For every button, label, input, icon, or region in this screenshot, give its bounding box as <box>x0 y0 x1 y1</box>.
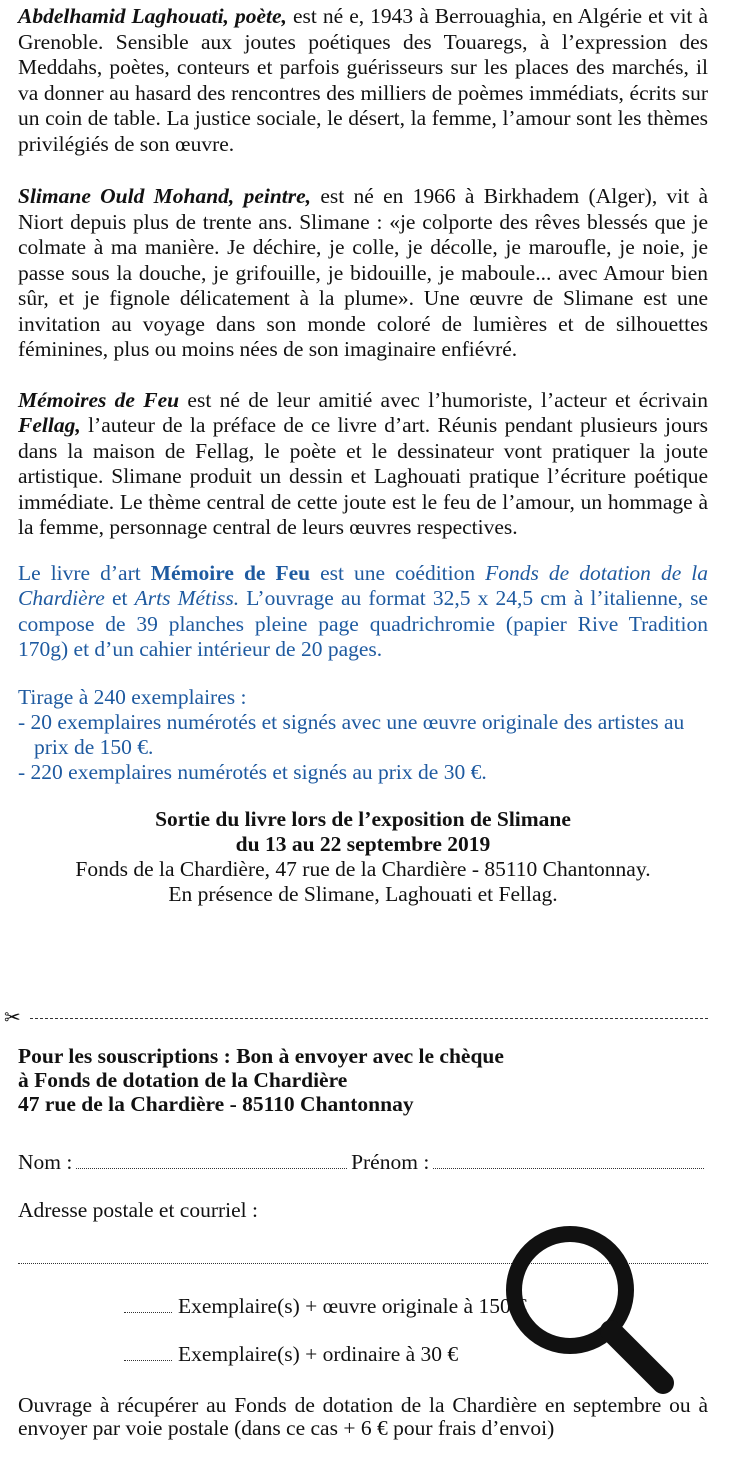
prenom-label: Prénom : <box>351 1150 430 1174</box>
publisher-arts-metiss: Arts Métiss. <box>134 586 240 610</box>
order-standard-label: Exemplaire(s) + ordinaire à 30 € <box>178 1342 459 1366</box>
form-heading-3: 47 rue de la Chardière - 85110 Chantonnay <box>18 1092 414 1116</box>
edition-text-1: Le livre d’art <box>18 560 151 585</box>
origin-text-1: est né de leur amitié avec l’humoriste, l’acteur et écrivain <box>179 387 708 412</box>
delivery-note: Ouvrage à récupérer au Fonds de dotation de la Chardière en septembre ou à envoyer par voie postale (dans ce cas + 6 € pour frais d’envoi) <box>18 1393 708 1440</box>
scissors-icon: ✂ <box>4 1005 21 1029</box>
origin-text-2: l’auteur de la préface de ce livre d’art. Réunis pendant plusieurs jours dans la maison de Fellag, le poète et le dessinateur vont pratiquer la joute artistique. Slimane produit un dessin et Laghouati pratique l’écriture poétique immédiate. Le thème central de cette joute est le feu de l’amour, un hommage à la femme, personnage central de leurs œuvres respectives. <box>18 413 708 539</box>
form-heading-1: Pour les souscriptions : Bon à envoyer avec le chèque <box>18 1044 504 1068</box>
release-info <box>18 807 708 907</box>
book-title: Mémoires de Feu <box>18 387 180 412</box>
print-run <box>18 685 708 785</box>
document-body <box>18 4 708 907</box>
cut-line <box>0 1005 738 1030</box>
quantity-original-field[interactable] <box>124 1302 172 1313</box>
bio-laghouati <box>18 4 708 157</box>
edition-text-3: et <box>104 586 135 610</box>
edition-text-4: L’ouvrage au format 32,5 x 24,5 cm à l’italienne, se compose de 39 planches pleine page quadrichromie (papier Rive Tradition 170g) et d’un cahier intérieur de 20 pages. <box>18 586 708 661</box>
edition-text-2: est une coédition <box>310 560 486 585</box>
fellag-name: Fellag, <box>18 413 81 437</box>
edition-details <box>18 561 708 663</box>
edition-book-title: Mémoire de Feu <box>150 560 311 585</box>
release-guests: En présence de Slimane, Laghouati et Fellag. <box>168 881 558 906</box>
release-title: Sortie du livre lors de l’exposition de Slimane <box>155 806 571 831</box>
painter-name: Slimane Ould Mohand, peintre, <box>18 184 312 208</box>
release-venue: Fonds de la Chardière, 47 rue de la Chardière - 85110 Chantonnay. <box>75 856 651 881</box>
quantity-standard-field[interactable] <box>124 1350 172 1361</box>
print-run-item-standard: - 220 exemplaires numérotés et signés au prix de 30 €. <box>18 759 487 784</box>
poet-bio-text: est né e, 1943 à Berrouaghia, en Algérie et vit à Grenoble. Sensible aux joutes poétiques des Touaregs, à l’expression des Meddahs, poètes, conteurs et parfois guérisseurs sur les places des marchés, il va donner au hasard des rencontres des milliers de poèmes immédiats, écrits sur un coin de table. La justice sociale, le désert, la femme, l’amour sont les thèmes privilégiés de son œuvre. <box>18 4 708 156</box>
nom-field[interactable] <box>76 1154 347 1169</box>
prenom-field[interactable] <box>433 1154 704 1169</box>
print-run-heading: Tirage à 240 exemplaires : <box>18 684 247 709</box>
release-dates: du 13 au 22 septembre 2019 <box>235 831 491 856</box>
nom-label: Nom : <box>18 1150 73 1174</box>
dashed-line <box>30 1018 708 1019</box>
painter-bio-text: est né en 1966 à Birkhadem (Alger), vit à Niort depuis plus de trente ans. Slimane : «je colporte des rêves blessés que je colmate à ma manière. Je déchire, je colle, je décolle, je maroufle, je noie, je passe sous la douche, je grifouille, je bidouille, je maboule... avec Amour bien sûr, et je fignole délicatement à la plume». Une œuvre de Slimane est une invitation au voyage dans son monde coloré de lumières et de silhouettes féminines, plus ou moins nées de son imaginaire enfiévré. <box>18 184 708 361</box>
bio-slimane <box>18 184 708 363</box>
book-origin <box>18 388 708 541</box>
publisher-chardiere: Fonds de dotation de la Chardière <box>18 560 708 610</box>
print-run-item-original: - 20 exemplaires numérotés et signés avec une œuvre originale des artistes au prix de 150 €. <box>18 709 685 759</box>
order-original-label: Exemplaire(s) + œuvre originale à 150 € <box>178 1294 527 1318</box>
magnifier-icon[interactable] <box>498 1218 678 1398</box>
form-heading-2: à Fonds de dotation de la Chardière <box>18 1068 348 1092</box>
address-label: Adresse postale et courriel : <box>18 1198 258 1222</box>
name-fields <box>18 1150 708 1174</box>
poet-name: Abdelhamid Laghouati, poète, <box>18 4 287 28</box>
